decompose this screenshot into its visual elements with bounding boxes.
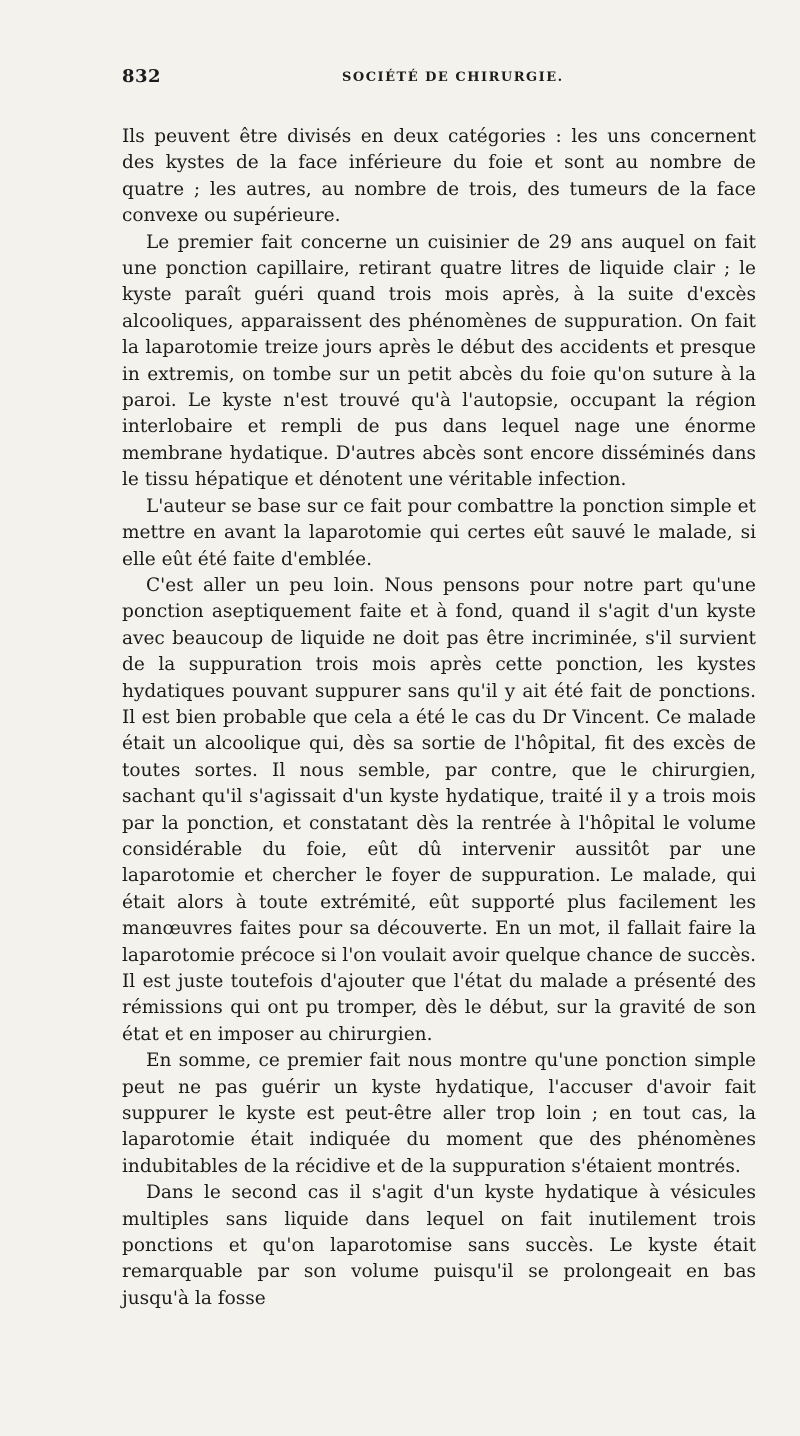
paragraph: Dans le second cas il s'agit d'un kyste hydatique à vésicules multiples sans liquide dans lequel on fait inutilement trois ponctions et qu'on laparotomise sans succès. Le kyste était remarquable par son volume puisqu'il se prolongeait en bas jusqu'à la fosse — [122, 1182, 756, 1309]
paragraph: L'auteur se base sur ce fait pour combattre la ponction simple et mettre en avant la laparotomie qui certes eût sauvé le malade, si elle eût été faite d'emblée. — [122, 495, 756, 570]
paragraph: Ils peuvent être divisés en deux catégories : les uns concernent des kystes de la face inférieure du foie et sont au nombre de quatre ; les autres, au nombre de trois, des tumeurs de la face convexe ou supérieure. — [122, 126, 756, 227]
paragraph: Le premier fait concerne un cuisinier de 29 ans auquel on fait une ponction capillaire, retirant quatre litres de liquide clair ; le kyste paraît guéri quand trois mois après, à la suite d'excès alcooliques, apparaissent des phénomènes de suppuration. On fait la laparotomie treize jours après le début des accidents et presque in extremis, on tombe sur un petit abcès du foie qu'on suture à la paroi. Le kyste n'est trouvé qu'à l'autopsie, occupant la région interlobaire et rempli de pus dans lequel nage une énorme membrane hydatique. D'autres abcès sont encore disséminés dans le tissu hépatique et dénotent une véritable infection. — [122, 231, 756, 491]
running-head: SOCIÉTÉ DE CHIRURGIE. — [342, 70, 564, 85]
page-header — [122, 66, 756, 92]
paragraph: En somme, ce premier fait nous montre qu'une ponction simple peut ne pas guérir un kyste hydatique, l'accuser d'avoir fait suppurer le kyste est peut-être aller trop loin ; en tout cas, la laparotomie était indiquée du moment que des phénomènes indubitables de la récidive et de la suppuration s'étaient montrés. — [122, 1050, 756, 1177]
paragraph: C'est aller un peu loin. Nous pensons pour notre part qu'une ponction aseptiquement faite et à fond, quand il s'agit d'un kyste avec beaucoup de liquide ne doit pas être incriminée, s'il survient de la suppuration trois mois après cette ponction, les kystes hydatiques pouvant suppurer sans qu'il y ait été fait de ponctions. Il est bien probable que cela a été le cas du Dr Vincent. Ce malade était un alcoolique qui, dès sa sortie de l'hôpital, fit des excès de toutes sortes. Il nous semble, par contre, que le chirurgien, sachant qu'il s'agissait d'un kyste hydatique, traité il y a trois mois par la ponction, et constatant dès la rentrée à l'hôpital le volume considérable du foie, eût dû intervenir aussitôt par une laparotomie et chercher le foyer de suppuration. Le malade, qui était alors à toute extrémité, eût supporté plus facilement les manœuvres faites pour sa découverte. En un mot, il fallait faire la laparotomie précoce si l'on voulait avoir quelque chance de succès. Il est juste toutefois d'ajouter que l'état du malade a présenté des rémissions qui ont pu tromper, dès le début, sur la gravité de son état et en imposer au chirurgien. — [122, 574, 756, 1045]
body-text — [122, 124, 756, 1312]
page-number: 832 — [122, 66, 162, 87]
